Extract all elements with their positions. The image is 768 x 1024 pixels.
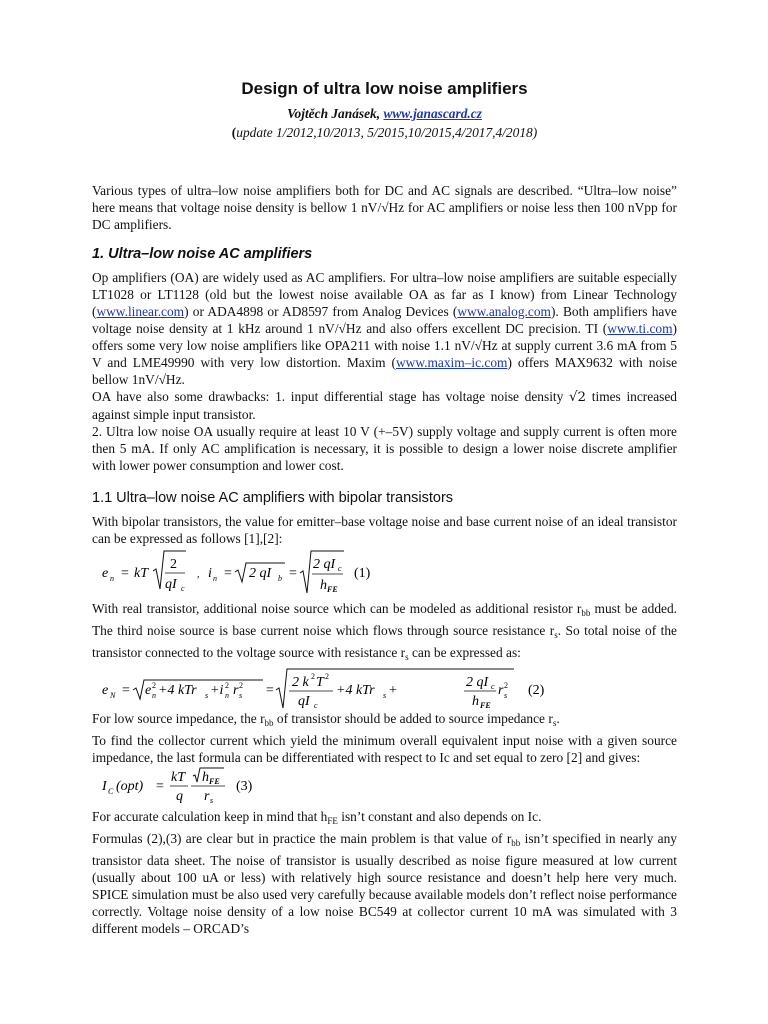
section-1-1-paragraph-3: [92, 710, 677, 732]
eq2-den2-sub: FE: [480, 701, 491, 710]
eq2-s-sub-2: s: [383, 691, 387, 700]
subscript: s: [552, 718, 557, 728]
subscript: FE: [327, 816, 338, 826]
eq1-frac-den: h: [320, 578, 327, 593]
section-1-1-heading: 1.1 Ultra–low noise AC amplifiers with bipolar transistors: [92, 490, 454, 506]
eq1-en: e: [102, 566, 109, 581]
eq2-s-sub: s: [205, 691, 209, 700]
section-1-1-paragraph-4: To find the collector current which yield the minimum overall equivalent input noise with a given source impedance, the last formula can be differentiated with respect to Ic and set equal to zero [2] and gives:: [92, 733, 677, 765]
section-1-paragraph-2: [92, 388, 677, 423]
eq2-r: r: [233, 683, 239, 698]
text-run: ) offers some very low noise amplifiers like OPA211 with noise 1.1 nV/√Hz at supply current 3.6 mA from 5 V and LME49990 with very low distortion. Maxim (: [92, 321, 677, 370]
eq2-term1: e: [145, 683, 152, 698]
text-run: ) or ADA4898 or AD8597 from Analog Devices (: [184, 304, 458, 319]
eq2-den-sub: c: [314, 701, 318, 710]
eq3-h: h: [202, 770, 209, 785]
eq2-r-sub: s: [239, 691, 243, 700]
text-run: can be expressed as:: [408, 645, 521, 660]
eq1-label: (1): [354, 566, 371, 581]
section-1-heading: 1. Ultra–low noise AC amplifiers: [92, 246, 313, 262]
eq2-r-sub-2: s: [504, 691, 508, 700]
eq1-sqrt-body-sub: b: [278, 574, 282, 583]
eq3-arg: (opt): [116, 779, 144, 794]
eq2-plus4b: +4 kTr: [336, 683, 375, 698]
eq2-lhs-sub: N: [110, 691, 116, 700]
sqrt-two-symbol: √2: [569, 390, 587, 405]
eq3-kt: kT: [171, 770, 185, 785]
eq1-qic: qI: [165, 577, 177, 592]
eq2-num2: 2 qI: [466, 675, 489, 690]
eq2-equals-2: =: [266, 683, 274, 698]
eq1-en-sub: n: [110, 574, 114, 583]
eq3-h-sub: FE: [209, 777, 220, 786]
eq1-equals: =: [121, 566, 129, 581]
text-run: ) offers MAX9632 with noise bellow 1nV/√Hz.: [92, 355, 678, 387]
eq1-kt: kT: [134, 566, 148, 581]
text-run: of transistor should be added to source impedance r: [273, 711, 553, 726]
eq1-equals-2: =: [224, 566, 232, 581]
eq2-r-2: r: [498, 683, 504, 698]
text-run: times increased against simple input transistor.: [92, 389, 677, 422]
text-run: . So total noise of the transistor connected to the voltage source with resistance r: [92, 623, 677, 660]
subscript: s: [405, 652, 409, 662]
eq2-r-sq: 2: [239, 681, 243, 690]
text-run: Op amplifiers (OA) are widely used as AC amplifiers. For ultra–low noise amplifiers are suitable especially LT1028 or LT1128 (old but the lowest noise available OA as far as I know) from Linear Technology (: [92, 270, 677, 319]
section-1-1-paragraph-1: With bipolar transistors, the value for emitter–base voltage noise and base current noise of an ideal transistor can be expressed as follows [1],[2]:: [92, 514, 677, 546]
section-1-paragraph-1: [92, 269, 677, 388]
page-title: Design of ultra low noise amplifiers: [241, 79, 528, 98]
text-run: isn’t constant and also depends on Ic.: [337, 809, 542, 824]
text-run: For low source impedance, the r: [92, 711, 265, 726]
eq1-frac-num: 2 qI: [313, 557, 336, 572]
eq1-frac-den-sub: FE: [327, 585, 338, 594]
text-run: OA have also some drawbacks: 1. input differential stage has voltage noise density: [92, 389, 570, 404]
linear-link[interactable]: www.linear.com: [96, 304, 185, 319]
section-1-1-paragraph-6: [92, 830, 677, 937]
section-1-1-paragraph-2: [92, 600, 677, 666]
author-line: [92, 105, 677, 122]
eq1-frac-num-sub: c: [338, 564, 342, 573]
text-run: With real transistor, additional noise source which can be modeled as additional resistor r: [92, 601, 582, 616]
eq2-lhs: e: [102, 683, 109, 698]
eq3-r-sub: s: [210, 796, 214, 805]
ti-link[interactable]: www.ti.com: [607, 321, 673, 336]
equation-2: [92, 666, 677, 710]
maxim-link[interactable]: www.maxim–ic.com: [396, 355, 508, 370]
analog-link[interactable]: www.analog.com: [457, 304, 551, 319]
subscript: s: [554, 630, 558, 640]
eq2-term1-sub: n: [152, 691, 156, 700]
update-dates: update 1/2012,10/2013, 5/2015,10/2015,4/2017,4/2018): [236, 125, 538, 140]
eq1-equals-3: =: [289, 566, 297, 581]
subscript: bb: [264, 718, 274, 728]
eq3-r: r: [204, 789, 210, 804]
eq2-num-a: 2 k: [292, 675, 309, 690]
text-run: Formulas (2),(3) are clear but in practice the main problem is that value of r: [92, 831, 512, 846]
update-line: [92, 124, 677, 141]
eq2-term1-sq: 2: [152, 681, 156, 690]
eq2-plus4: +4 kTr: [158, 683, 197, 698]
eq2-label: (2): [528, 683, 545, 698]
eq1-qic-sub: c: [181, 584, 185, 593]
eq1-in: i: [208, 566, 212, 581]
eq2-i-sub: n: [225, 691, 229, 700]
author-name: Vojtěch Janásek,: [287, 106, 384, 121]
text-run: .: [556, 711, 560, 726]
eq3-label: (3): [236, 779, 253, 794]
eq3-lhs-sub: C: [108, 787, 114, 796]
author-website-link[interactable]: www.janascard.cz: [383, 106, 482, 121]
eq2-plus-i: +i: [210, 683, 224, 698]
eq3-lhs: I: [102, 779, 107, 794]
section-1-1-paragraph-5: [92, 808, 677, 830]
eq2-num-sq: 2: [311, 672, 315, 681]
eq3-equals: =: [156, 779, 164, 794]
text-run: For accurate calculation keep in mind that h: [92, 809, 328, 824]
section-1-paragraph-3: 2. Ultra low noise OA usually require at least 10 V (+–5V) supply voltage and supply current is often more then 5 mA. If only AC amplification is necessary, it is possible to design a lower noise discrete amplifier with lower power consumption and lower cost.: [92, 424, 677, 473]
eq1-num2: 2: [170, 557, 177, 572]
subscript: bb: [581, 608, 591, 618]
document-page: [92, 80, 677, 937]
text-run: must be added. The third noise source is base current noise which flows through source resistance r: [92, 601, 677, 638]
text-run: isn’t specified in nearly any transistor data sheet. The noise of transistor is usually described as noise figure measured at low current (usually about 100 uA or less) with relatively high source resistance and doesn’t help here very much. SPICE simulation must be also used very carefully because available models don’t reflect noise performance correctly. Voltage noise density of a low noise BC549 at collector current 10 mA was simulated with 3 different models – ORCAD’s: [92, 831, 678, 936]
abstract-paragraph: Various types of ultra–low noise amplifiers both for DC and AC signals are described. “Ultra–low noise” here means that voltage noise density is bellow 1 nV/√Hz for AC amplifiers or noise less then 100 nVpp for DC amplifiers.: [92, 183, 677, 232]
eq1-sqrt-body: 2 qI: [249, 566, 272, 581]
eq2-r-sq-2: 2: [504, 681, 508, 690]
eq2-plus: +: [389, 683, 397, 698]
eq2-den-a: qI: [298, 694, 310, 709]
subscript: bb: [511, 838, 521, 848]
eq3-q: q: [176, 789, 183, 804]
eq2-den2: h: [472, 694, 479, 709]
eq2-equals: =: [122, 683, 130, 698]
eq1-comma: ,: [197, 569, 200, 580]
update-paren: (: [231, 125, 237, 140]
equation-1: [92, 547, 677, 597]
text-run: ). Both amplifiers have voltage noise density at 1 kHz around 1 nV/√Hz and also offers excellent DC precision. TI (: [92, 304, 677, 336]
eq2-num2-sub: c: [491, 682, 495, 691]
eq1-in-sub: n: [213, 574, 217, 583]
eq2-num-b: T: [316, 675, 324, 690]
eq2-i-sq: 2: [225, 681, 229, 690]
equation-3: [92, 766, 677, 806]
eq2-num-sq-2: 2: [325, 672, 329, 681]
